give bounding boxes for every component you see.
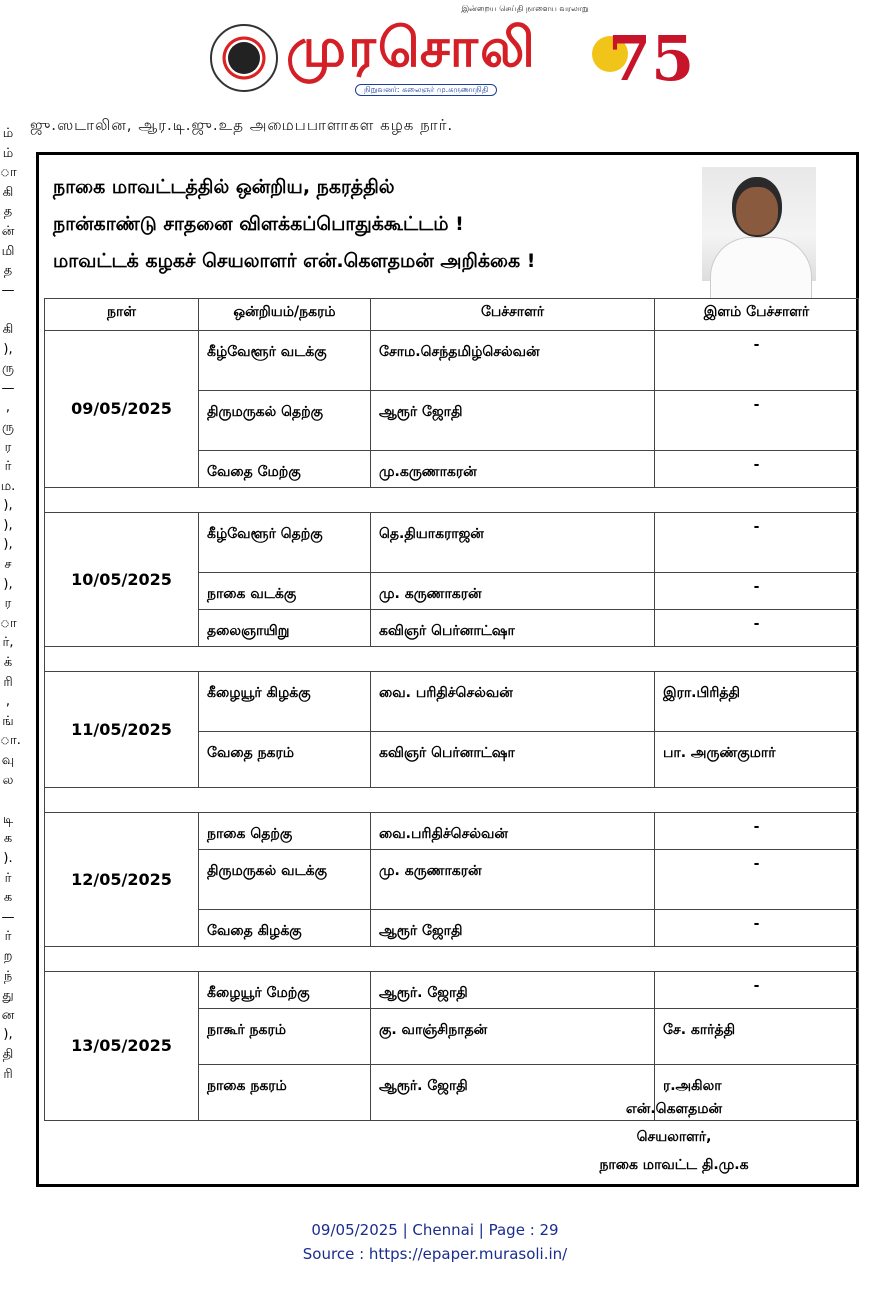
notice-heading — [53, 169, 693, 280]
strip-char: ங் — [2, 713, 14, 729]
notice-box — [36, 152, 859, 1187]
table-row — [45, 972, 859, 1009]
secretary-photo — [702, 167, 816, 281]
strip-char: ற — [3, 948, 13, 964]
footer-edition: 09/05/2025 | Chennai | Page : 29 — [311, 1221, 559, 1239]
schedule-area: நாகை நகரம் — [199, 1065, 371, 1121]
strip-char: ம. — [0, 478, 16, 494]
schedule-young-speaker: - — [655, 813, 859, 850]
strip-char: ந் — [3, 968, 13, 984]
strip-char: ), — [3, 341, 13, 357]
footer-source: Source : https://epaper.murasoli.in/ — [302, 1245, 568, 1263]
strip-char: — — [1, 380, 15, 396]
masthead — [200, 4, 695, 102]
party-emblem-icon — [210, 24, 278, 92]
signature-block — [549, 1095, 799, 1179]
masthead-tagline: இன்றைய செய்தி நாளைய வரலாறு — [461, 4, 589, 13]
table-header-row — [45, 299, 859, 331]
strip-char: ), — [3, 537, 13, 553]
schedule-young-speaker: சே. கார்த்தி — [655, 1009, 859, 1065]
schedule-date: 11/05/2025 — [45, 672, 199, 788]
strip-char: ா — [0, 165, 17, 181]
schedule-speaker: கவிஞர் பெர்னாட்ஷா — [371, 610, 655, 647]
strip-char: த — [3, 204, 13, 220]
strip-char: , — [5, 400, 11, 416]
strip-char: ச — [4, 557, 12, 573]
table-row — [45, 331, 859, 391]
schedule-area: தலைஞாயிறு — [199, 610, 371, 647]
schedule-date: 09/05/2025 — [45, 331, 199, 488]
strip-char: மி — [1, 243, 15, 259]
schedule-area: கீழையூர் கிழக்கு — [199, 672, 371, 732]
strip-char: ரு — [1, 361, 15, 377]
schedule-speaker: ஆரூர். ஜோதி — [371, 1065, 655, 1121]
schedule-speaker: வை.பரிதிச்செல்வன் — [371, 813, 655, 850]
schedule-young-speaker: - — [655, 610, 859, 647]
strip-char: ர், — [2, 635, 14, 651]
schedule-young-speaker: ர.அகிலா — [655, 1065, 859, 1121]
strip-char: டி — [2, 811, 14, 827]
schedule-speaker: ஆரூர். ஜோதி — [371, 972, 655, 1009]
page-footer — [0, 1218, 870, 1266]
strip-char: ரி — [3, 674, 13, 690]
schedule-area: கீழையூர் மேற்கு — [199, 972, 371, 1009]
strip-char: ம் — [2, 126, 14, 141]
strip-char: ம் — [2, 145, 14, 161]
heading-line-2: நான்காண்டு சாதனை விளக்கப்பொதுக்கூட்டம் ! — [53, 213, 464, 235]
strip-char — [0, 790, 16, 810]
header-area: ஒன்றியம்/நகரம் — [199, 299, 371, 331]
strip-char: ன் — [1, 223, 15, 239]
schedule-young-speaker: - — [655, 513, 859, 573]
schedule-speaker: ஆரூர் ஜோதி — [371, 910, 655, 947]
schedule-speaker: தெ.தியாகராஜன் — [371, 513, 655, 573]
signature-title: செயலாளர், — [636, 1129, 712, 1145]
schedule-area: நாகூர் நகரம் — [199, 1009, 371, 1065]
day-separator-row — [45, 647, 859, 672]
strip-char — [0, 300, 16, 320]
founder-line: நிறுவனர்: கலைஞர் மு.கருணாநிதி — [355, 84, 497, 96]
table-row — [45, 513, 859, 573]
strip-char: ல — [2, 772, 14, 788]
header-date: நாள் — [45, 299, 199, 331]
day-separator-row — [45, 947, 859, 972]
schedule-young-speaker: பா. அருண்குமார் — [655, 732, 859, 788]
schedule-area: கீழ்வேளூர் வடக்கு — [199, 331, 371, 391]
table-row — [45, 672, 859, 732]
schedule-speaker: கவிஞர் பெர்னாட்ஷா — [371, 732, 655, 788]
schedule-young-speaker: - — [655, 451, 859, 488]
heading-line-3: மாவட்டக் கழகச் செயலாளர் என்.கௌதமன் அறிக்கை ! — [53, 250, 536, 272]
anniversary-number: 75 — [608, 22, 695, 95]
schedule-area: வேதை மேற்கு — [199, 451, 371, 488]
header-speaker: பேச்சாளர் — [371, 299, 655, 331]
schedule-young-speaker: - — [655, 910, 859, 947]
strip-char: , — [5, 694, 11, 710]
strip-char: ரு — [1, 419, 15, 435]
schedule-area: நாகை தெற்கு — [199, 813, 371, 850]
schedule-area: வேதை நகரம் — [199, 732, 371, 788]
schedule-young-speaker: இரா.பிரித்தி — [655, 672, 859, 732]
strip-char: க — [3, 831, 13, 847]
strip-char: ா. — [0, 733, 21, 749]
day-separator-row — [45, 788, 859, 813]
signature-name: என்.கௌதமன் — [625, 1101, 723, 1117]
schedule-speaker: மு. கருணாகரன் — [371, 850, 655, 910]
schedule-young-speaker: - — [655, 850, 859, 910]
schedule-speaker: மு. கருணாகரன் — [371, 573, 655, 610]
day-separator-row — [45, 488, 859, 513]
schedule-speaker: வை. பரிதிச்செல்வன் — [371, 672, 655, 732]
strip-char: ர — [4, 439, 12, 455]
schedule-speaker: மு.கருணாகரன் — [371, 451, 655, 488]
strip-char: கி — [2, 184, 14, 200]
strip-char: ர் — [4, 929, 12, 945]
strip-char: தி — [2, 1046, 14, 1062]
strip-char: ா — [0, 615, 17, 631]
schedule-date: 13/05/2025 — [45, 972, 199, 1121]
table-row — [45, 813, 859, 850]
schedule-area: கீழ்வேளூர் தெற்கு — [199, 513, 371, 573]
strip-char: ), — [3, 576, 13, 592]
schedule-young-speaker: - — [655, 972, 859, 1009]
signature-org: நாகை மாவட்ட தி.மு.க — [599, 1157, 749, 1173]
schedule-date: 12/05/2025 — [45, 813, 199, 947]
strip-char: ), — [3, 1027, 13, 1043]
adjacent-column-strip — [0, 124, 21, 1084]
strip-char: ர் — [4, 870, 12, 886]
paper-name-logo: முரசொலி — [286, 16, 537, 79]
strip-char: க் — [3, 655, 13, 671]
strip-char: ர — [4, 596, 12, 612]
schedule-speaker: சோம.செந்தமிழ்செல்வன் — [371, 331, 655, 391]
heading-line-1: நாகை மாவட்டத்தில் ஒன்றிய, நகரத்தில் — [53, 176, 395, 198]
previous-article-cut-line: ஜு.ஸடாலின, ஆர.டி.ஜு.உத அமைபபாளாகள கழக நார். — [30, 116, 454, 134]
strip-char: ), — [3, 498, 13, 514]
schedule-young-speaker: - — [655, 331, 859, 391]
strip-char: — — [1, 282, 15, 298]
strip-char: ர் — [4, 459, 12, 475]
strip-char: து — [2, 988, 14, 1004]
schedule-area: திருமருகல் வடக்கு — [199, 850, 371, 910]
schedule-area: வேதை கிழக்கு — [199, 910, 371, 947]
schedule-date: 10/05/2025 — [45, 513, 199, 647]
schedule-young-speaker: - — [655, 573, 859, 610]
strip-char: ). — [3, 850, 13, 866]
strip-char: கி — [2, 321, 14, 337]
strip-char: ), — [3, 517, 13, 533]
strip-char: ன — [1, 1007, 15, 1023]
schedule-speaker: ஆரூர் ஜோதி — [371, 391, 655, 451]
strip-char: ரி — [3, 1066, 13, 1082]
strip-char: க — [3, 890, 13, 906]
schedule-young-speaker: - — [655, 391, 859, 451]
strip-char: த — [3, 263, 13, 279]
schedule-speaker: கு. வாஞ்சிநாதன் — [371, 1009, 655, 1065]
strip-char: — — [1, 909, 15, 925]
anniversary-75-logo — [590, 10, 695, 98]
schedule-table — [44, 298, 859, 1121]
strip-char: வு — [1, 753, 15, 768]
schedule-area: திருமருகல் தெற்கு — [199, 391, 371, 451]
schedule-area: நாகை வடக்கு — [199, 573, 371, 610]
header-young-speaker: இளம் பேச்சாளர் — [655, 299, 859, 331]
